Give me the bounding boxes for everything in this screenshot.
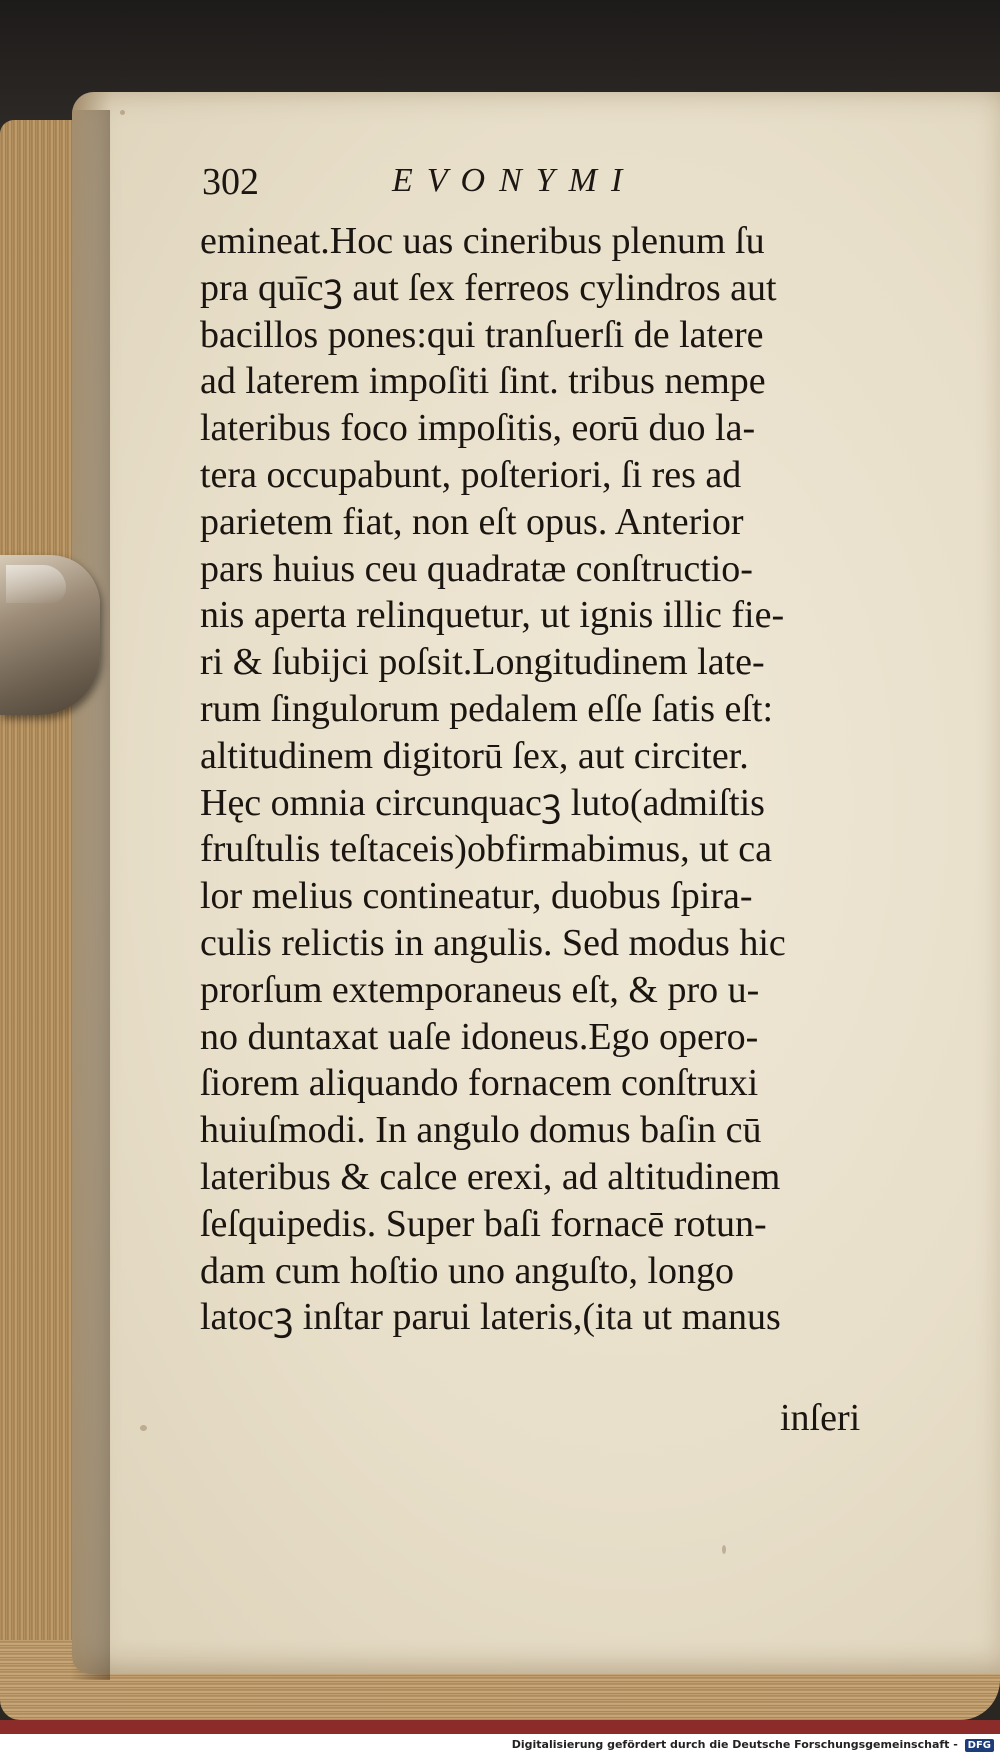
text-line: fruſtulis teſtaceis)obfirmabimus, ut ca bbox=[200, 828, 772, 871]
text-line: latocꝫ inſtar parui lateris,(ita ut manus bbox=[200, 1296, 781, 1339]
paper-spot bbox=[120, 110, 125, 115]
text-line: dam cum hoſtio uno anguſto, longo bbox=[200, 1249, 735, 1292]
text-line: tera occupabunt, poſteriori, ſi res ad bbox=[200, 453, 742, 496]
text-line: altitudinem digitorū ſex, aut circiter. bbox=[200, 734, 749, 777]
clip-highlight bbox=[6, 565, 66, 603]
text-line: emineat.Hoc uas cineribus plenum ſu bbox=[200, 220, 765, 262]
text-line: ri & ſubijci poſsit.Longitudinem late- bbox=[200, 641, 765, 684]
text-line: nis aperta relinquetur, ut ignis illic fie- bbox=[200, 594, 785, 637]
text-line: parietem fiat, non eſt opus. Anterior bbox=[200, 500, 744, 543]
running-head: EVONYMI bbox=[392, 162, 637, 199]
gutter-shadow bbox=[70, 110, 110, 1680]
paper-spot bbox=[722, 1545, 726, 1554]
text-line: no duntaxat uaſe idoneus.Ego opero- bbox=[200, 1015, 759, 1058]
catchword: inſeri bbox=[780, 1397, 861, 1439]
body-text bbox=[200, 218, 890, 1341]
text-line: ad laterem impoſiti ſint. tribus nempe bbox=[200, 360, 766, 403]
text-line: huiuſmodi. In angulo domus baſin cū bbox=[200, 1109, 762, 1152]
digitization-credit-text: Digitalisierung gefördert durch die Deutsche Forschungsgemeinschaft - bbox=[511, 1738, 958, 1751]
text-line: ſiorem aliquando fornacem conſtruxi bbox=[200, 1062, 759, 1105]
text-line: Hęc omnia circunquacꝫ luto(admiſtis bbox=[200, 781, 765, 824]
page-header bbox=[202, 160, 762, 210]
text-line: lor melius contineatur, duobus ſpira- bbox=[200, 875, 753, 918]
digitization-credit bbox=[512, 1736, 994, 1753]
text-line: culis relictis in angulis. Sed modus hic bbox=[200, 921, 786, 964]
text-line: lateribus & calce erexi, ad altitudinem bbox=[200, 1155, 781, 1198]
text-line: ſeſquipedis. Super baſi fornacē rotun- bbox=[200, 1202, 767, 1245]
text-line: rum ſingulorum pedalem eſſe ſatis eſt: bbox=[200, 687, 774, 730]
page-number: 302 bbox=[202, 161, 259, 203]
text-line: pars huius ceu quadratæ conſtructio- bbox=[200, 547, 753, 590]
text-line: pra quīcꝫ aut ſex ferreos cylindros aut bbox=[200, 266, 777, 309]
dfg-logo: DFG bbox=[965, 1739, 994, 1752]
bookmark-clip bbox=[0, 555, 100, 715]
text-line: prorſum extemporaneus eſt, & pro u- bbox=[200, 968, 760, 1011]
paper-spot bbox=[140, 1425, 147, 1431]
text-line: bacillos pones:qui tranſuerſi de latere bbox=[200, 313, 764, 356]
text-line: lateribus foco impoſitis, eorū duo la- bbox=[200, 407, 756, 450]
